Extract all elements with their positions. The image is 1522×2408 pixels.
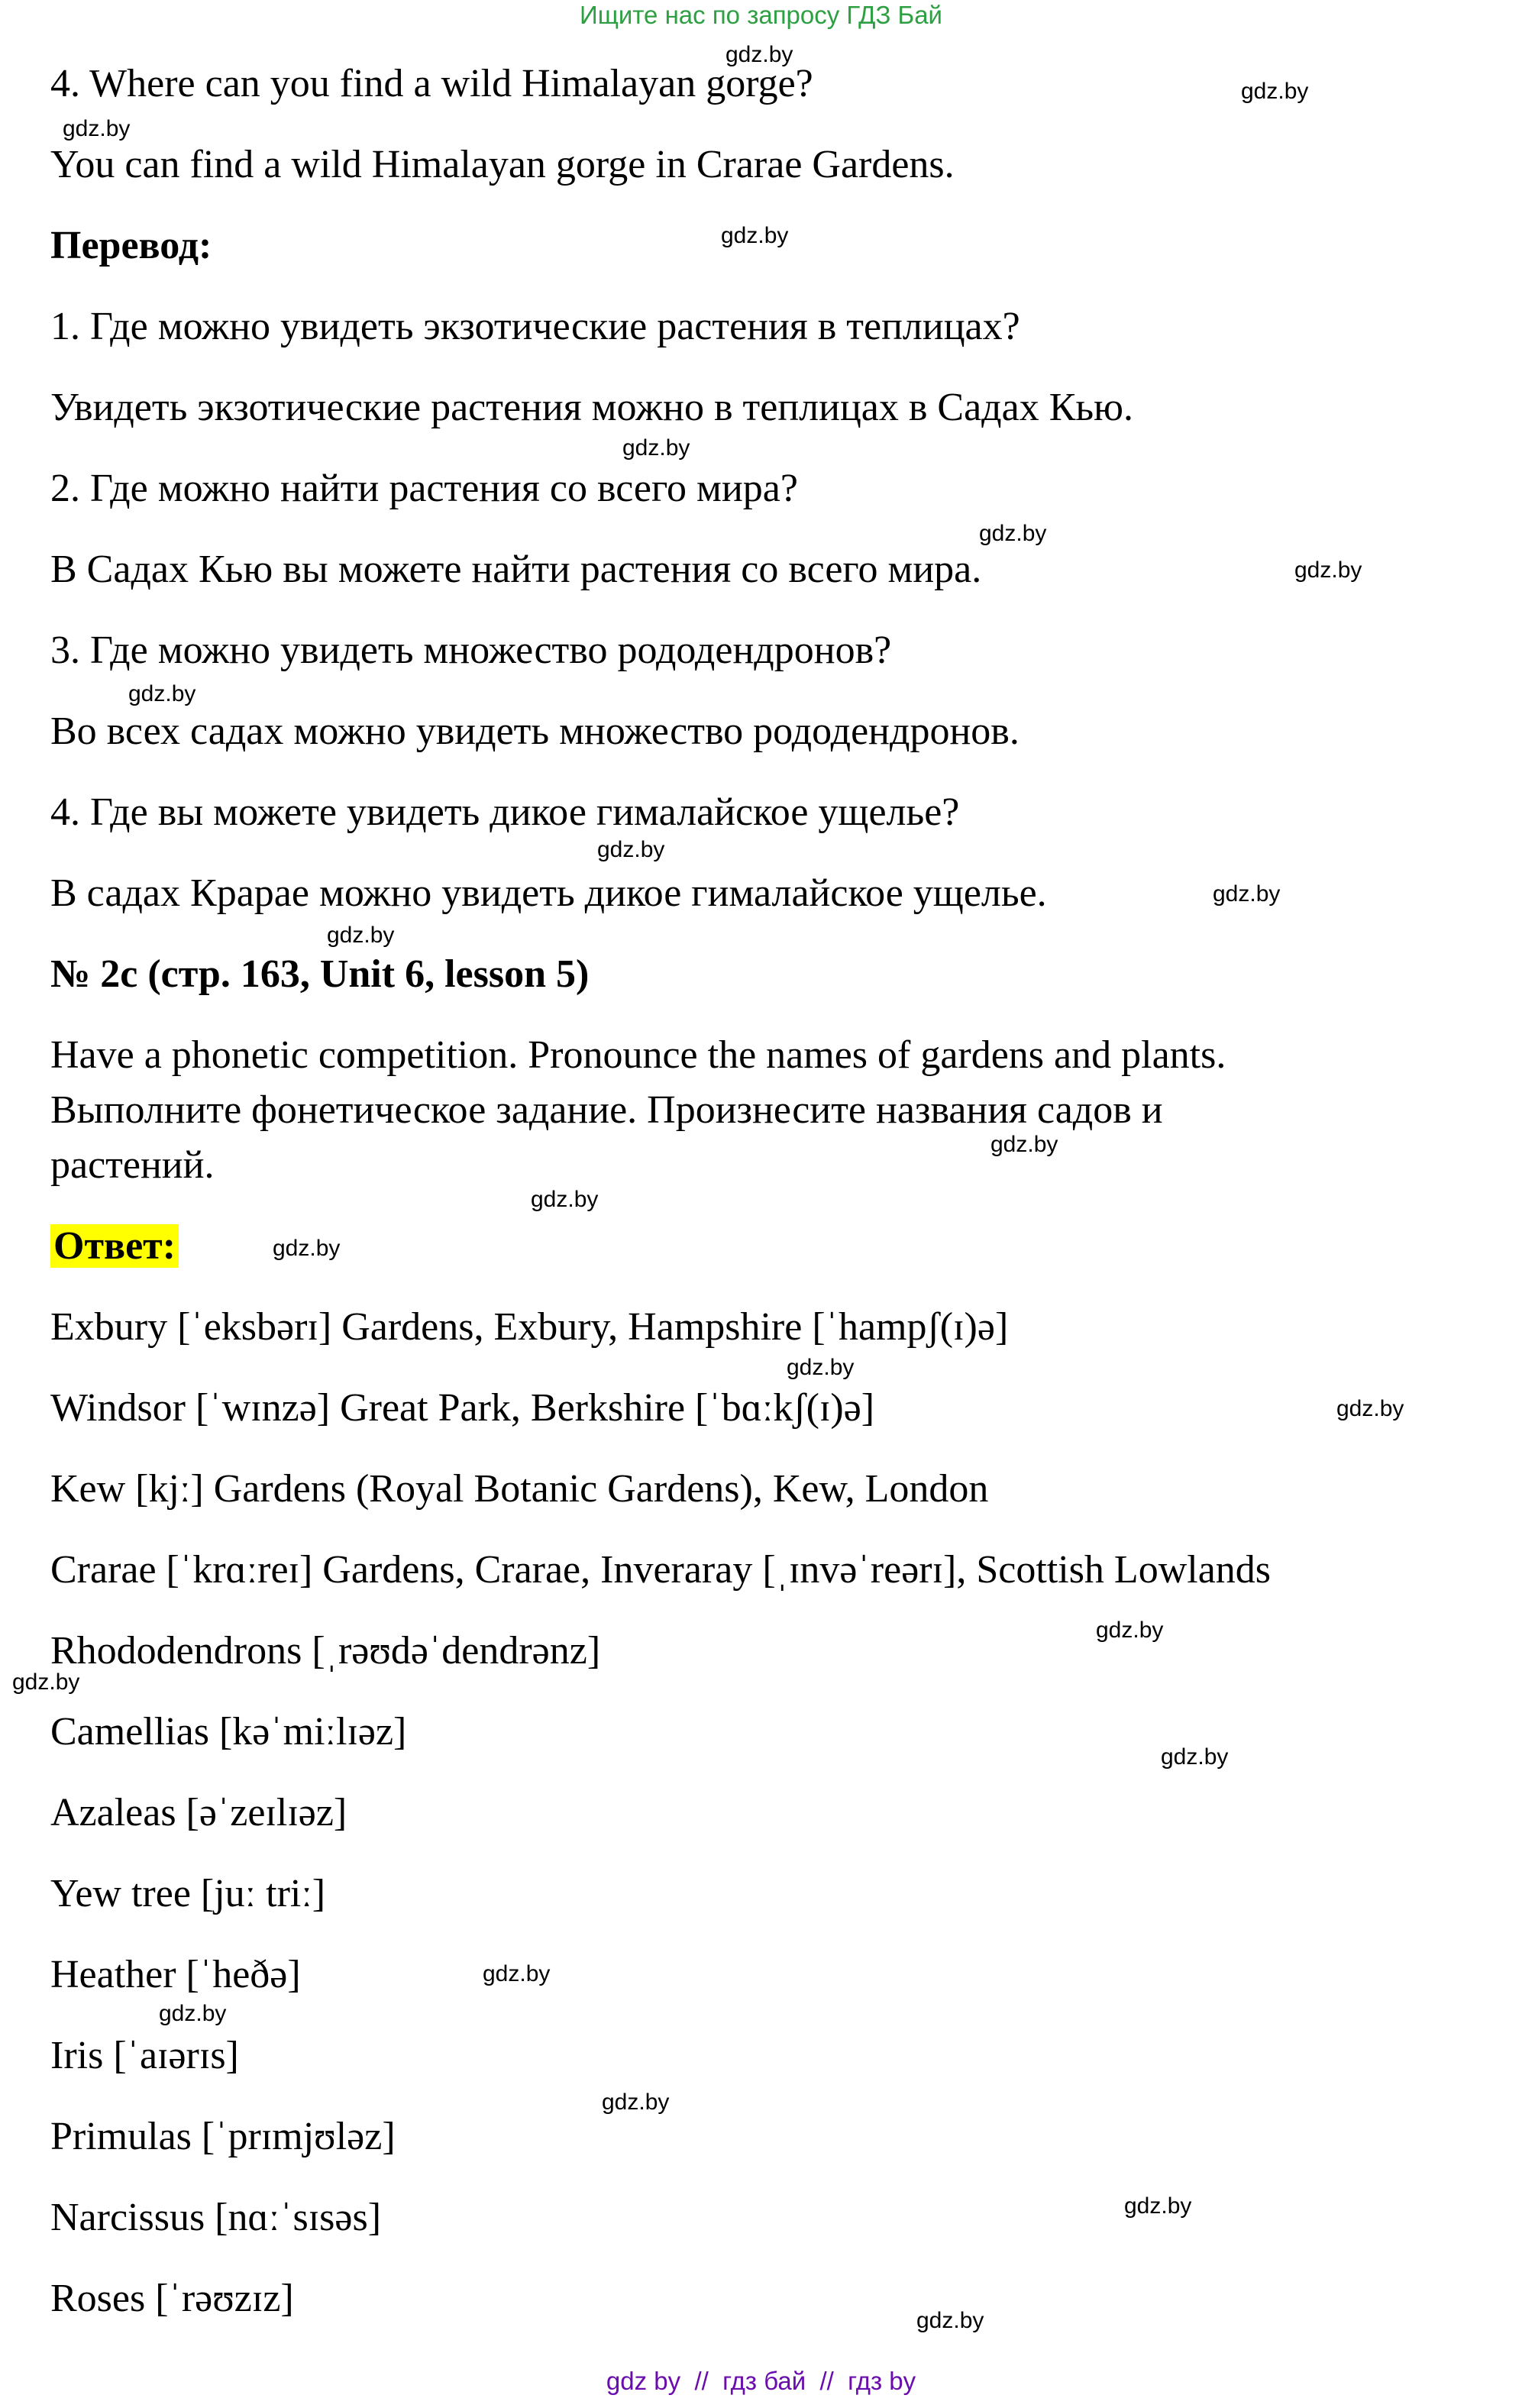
top-banner: [0, 0, 1522, 31]
answer-2-ru: В Садах Кью вы можете найти растения со всего мира.: [50, 548, 982, 591]
task-text-en: Have a phonetic competition. Pronounce the names of gardens and plants.: [50, 1033, 1226, 1077]
footer: [0, 2366, 1522, 2397]
footer-text: gdz by // гдз бай // гдз by: [606, 2367, 916, 2395]
question-3-ru: 3. Где можно увидеть множество рододендронов?: [50, 629, 892, 672]
task-text-ru-line-2: растений.: [50, 1143, 215, 1187]
watermark: gdz.by: [327, 923, 395, 948]
answer-1-ru: Увидеть экзотические растения можно в теплицах в Садах Кью.: [50, 386, 1133, 429]
question-2-ru: 2. Где можно найти растения со всего мира?: [50, 467, 798, 510]
watermark: gdz.by: [12, 1669, 80, 1695]
answer-4-ru: В садах Крарае можно увидеть дикое гималайское ущелье.: [50, 871, 1047, 915]
banner-text: Ищите нас по запросу ГДЗ Бай: [580, 1, 942, 29]
list-item: Crarae [ˈkrɑːreɪ] Gardens, Crarae, Inveraray [ˌɪnvəˈreərɪ], Scottish Lowlands: [50, 1548, 1272, 1592]
watermark: gdz.by: [1213, 881, 1281, 907]
list-item: Kew [kjː] Gardens (Royal Botanic Gardens), Kew, London: [50, 1467, 989, 1511]
translation-heading: Перевод:: [50, 224, 212, 267]
watermark: gdz.by: [787, 1355, 855, 1380]
answer-label-wrap: [50, 1223, 179, 1269]
list-item: Windsor [ˈwɪnzə] Great Park, Berkshire [ˈbɑːkʃ(ɪ)ə]: [50, 1386, 875, 1430]
answer-label: Ответ:: [50, 1224, 179, 1268]
watermark: gdz.by: [725, 42, 793, 67]
watermark: gdz.by: [597, 837, 665, 862]
list-item: Primulas [ˈprɪmjʊləz]: [50, 2115, 396, 2158]
question-1-ru: 1. Где можно увидеть экзотические растения в теплицах?: [50, 305, 1020, 348]
watermark: gdz.by: [916, 2308, 984, 2333]
question-4-en: 4. Where can you find a wild Himalayan gorge?: [50, 62, 813, 105]
watermark: gdz.by: [979, 521, 1047, 546]
watermark: gdz.by: [159, 2001, 227, 2026]
list-item: Heather [ˈheðə]: [50, 1953, 301, 1996]
list-item: Exbury [ˈeksbərɪ] Gardens, Exbury, Hampshire [ˈhampʃ(ɪ)ə]: [50, 1305, 1009, 1349]
watermark: gdz.by: [483, 1961, 551, 1986]
watermark: gdz.by: [1241, 79, 1309, 104]
answer-3-ru: Во всех садах можно увидеть множество рододендронов.: [50, 709, 1020, 753]
watermark: gdz.by: [1161, 1744, 1229, 1770]
watermark: gdz.by: [128, 681, 196, 706]
list-item: Rhododendrons [ˌrəʊdəˈdendrənz]: [50, 1629, 601, 1673]
list-item: Yew tree [juː triː]: [50, 1872, 326, 1915]
watermark: gdz.by: [990, 1132, 1058, 1157]
watermark: gdz.by: [531, 1187, 599, 1212]
question-4-ru: 4. Где вы можете увидеть дикое гималайское ущелье?: [50, 790, 960, 834]
watermark: gdz.by: [1294, 558, 1362, 583]
watermark: gdz.by: [273, 1236, 341, 1261]
answer-4-en: You can find a wild Himalayan gorge in Crarae Gardens.: [50, 143, 955, 186]
watermark: gdz.by: [1124, 2193, 1192, 2219]
list-item: Roses [ˈrəʊzɪz]: [50, 2277, 294, 2320]
list-item: Iris [ˈaɪərɪs]: [50, 2034, 239, 2077]
list-item: Camellias [kəˈmiːlɪəz]: [50, 1710, 407, 1753]
watermark: gdz.by: [721, 223, 789, 248]
watermark: gdz.by: [63, 116, 131, 141]
exercise-heading: № 2c (стр. 163, Unit 6, lesson 5): [50, 952, 590, 996]
list-item: Azaleas [əˈzeɪlɪəz]: [50, 1791, 347, 1834]
watermark: gdz.by: [1336, 1396, 1404, 1421]
task-text-ru-line-1: Выполните фонетическое задание. Произнесите названия садов и: [50, 1088, 1163, 1132]
list-item: Narcissus [nɑːˈsɪsəs]: [50, 2196, 382, 2239]
watermark: gdz.by: [602, 2090, 670, 2115]
watermark: gdz.by: [1096, 1618, 1164, 1643]
watermark: gdz.by: [622, 435, 690, 461]
